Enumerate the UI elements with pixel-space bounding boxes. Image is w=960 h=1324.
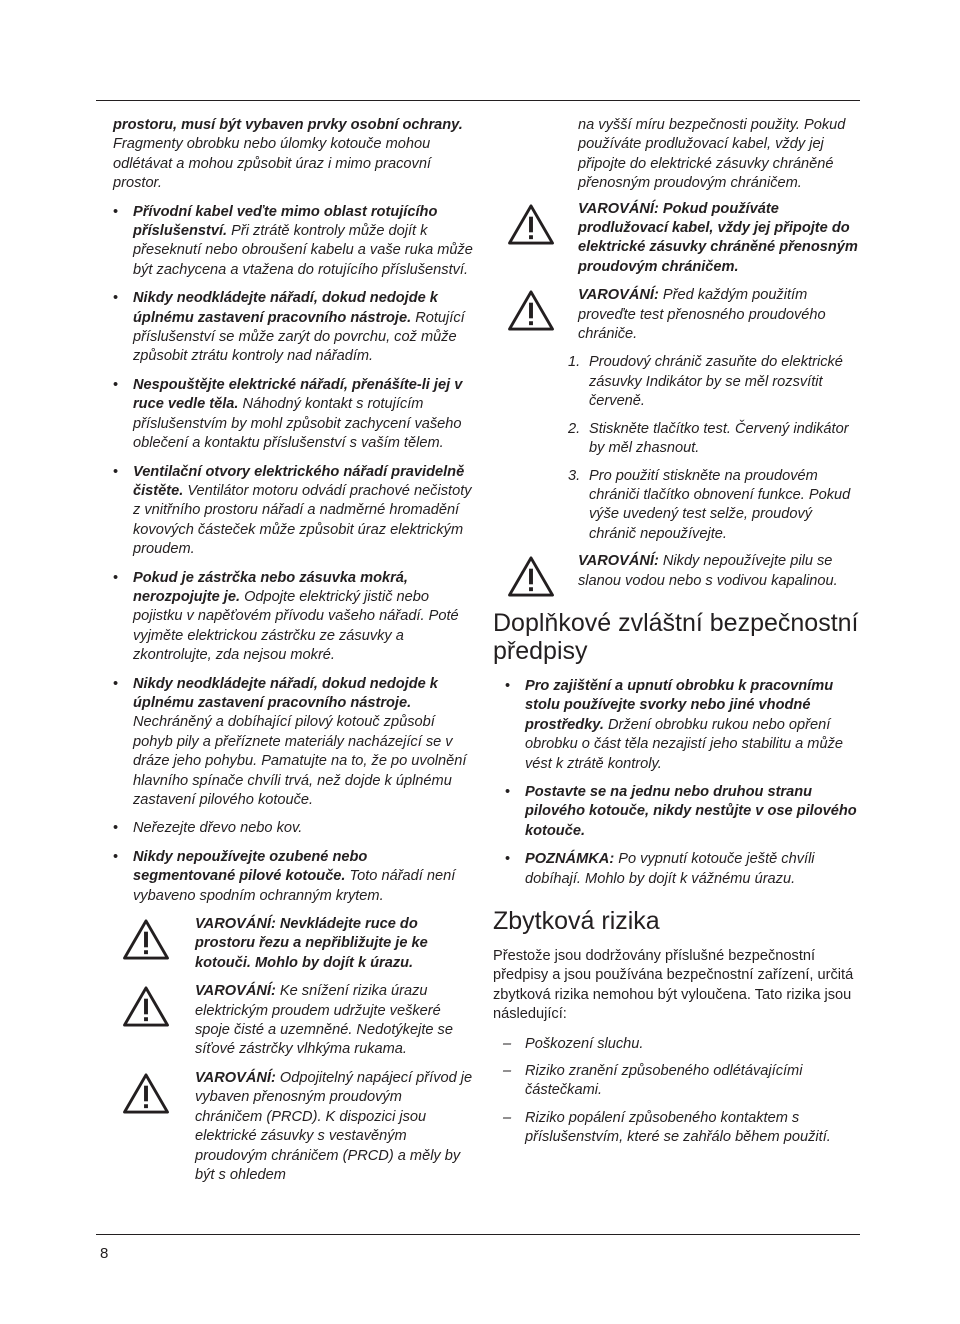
warning-block: VAROVÁNÍ: Ke snížení rizika úrazu elektrickým proudem udržujte veškeré spoje čisté a uzemněné. Nedotýkejte se síťové zástrčky vlhkýma rukama. [108,982,473,1060]
bullet-marker: • [113,203,119,220]
step-item: 2. Stiskněte tlačítko test. Červený indikátor by měl zhasnout. [568,420,849,457]
residual-risks-intro: Přestože jsou dodržovány příslušné bezpečnostní předpisy a jsou používána bezpečnostní zařízení, určitá zbytková rizika nemohou být vyloučena. Tato rizika jsou následující: [493,948,854,1023]
warning-triangle-icon [508,204,554,245]
bullet-item: • Pokud je zástrčka nebo zásuvka mokrá, nerozpojujte je. Odpojte elektrický jistič nebo pojistku v napěťovém přívodu vašeho nářadí. Poté vyjměte elektrickou zástrčku ze zásuvky a zkontrolujte, zda nejsou mokré. [113,569,459,664]
step-item: 1. Proudový chránič zasuňte do elektrické zásuvky Indikátor by se měl rozsvítit červeně. [568,354,843,410]
right-column [493,116,863,1156]
warning-triangle-icon [508,556,554,597]
warning-block: VAROVÁNÍ: Nevkládejte ruce do prostoru řezu a nepřibližujte je ke kotouči. Mohlo by dojít k úrazu. [108,915,473,973]
bullet-item: • Neřezejte dřevo nebo kov. [113,819,473,838]
continuation-paragraph: na vyšší míru bezpečnosti použity. Pokud používáte prodlužovací kabel, vždy jej připojte do elektrické zásuvky chráněné přenosným proudovým chráničem. [578,117,846,192]
warning-triangle-icon [123,919,169,960]
bullet-marker: • [113,848,119,865]
bullet-item: • Nespouštějte elektrické nářadí, přenášíte-li jej v ruce vedle těla. Náhodný kontakt s rotujícím příslušenstvím by mohl způsobit zachycení vašeho oblečení a kontaktu příslušenství s vaším tělem. [113,376,463,452]
bullet-marker: • [505,677,511,694]
bullet-marker: • [113,820,119,837]
left-column [113,116,473,1194]
bullet-item: • Přívodní kabel veďte mimo oblast rotujícího příslušenství. Při ztrátě kontroly může dojít k přeseknutí nebo obroušení kabelu a vaše ruka může být zachycena a vtažena do rotujícího příslušenství. [113,203,473,278]
bullet-item: • POZNÁMKA: Po vypnutí kotouče ještě chvíli dobíhají. Mohlo by dojít k vážnému úrazu. [505,851,815,887]
intro-paragraph: prostoru, musí být vybaven prvky osobní ochrany. Fragmenty obrobku nebo úlomky kotouče mohou odlétávat a mohou způsobit úraz i mimo pracovní prostor. [113,117,463,192]
step-number: 1. [568,354,581,371]
section-heading-residual-risks: Zbytková rizika [493,907,660,935]
risk-item: – Riziko zranění způsobeného odlétávajícími částečkami. [503,1063,803,1099]
warning-block: VAROVÁNÍ: Odpojitelný napájecí přívod je vybaven přenosným proudovým chráničem (PRCD). K dispozici jsou elektrické zásuvky s vestavěným proudovým chráničem (PRCD) a měly by být s ohledem [108,1069,473,1185]
bullet-item: • Pro zajištění a upnutí obrobku k pracovnímu stolu používejte svorky nebo jiné vhodné prostředky. Držení obrobku rukou nebo opření obrobku o část těla nezajistí jeho stabilitu a může vést k ztrátě kontroly. [505,677,843,772]
risk-item: – Riziko popálení způsobeného kontaktem s příslušenstvím, které se zahřálo během použití. [503,1109,831,1146]
bullet-marker: • [113,376,119,393]
warning-block: VAROVÁNÍ: Nikdy nepoužívejte pilu se slanou vodou nebo s vodivou kapalinou. [493,552,863,591]
bullet-item: • Nikdy neodkládejte nářadí, dokud nedojde k úplnému zastavení pracovního nástroje. Nechráněný a dobíhající pilový kotouč způsobí pohyb pily a přeříznete materiály nacházející se v dráze jeho pohybu. Pamatujte na to, že po uvolnění hlavního spínače chvíli trvá, než dojde k úplnému zastavení pilového kotouče. [113,675,467,808]
warning-block: VAROVÁNÍ: Před každým použitím proveďte test přenosného proudového chrániče. [493,286,863,344]
page-number: 8 [100,1245,109,1262]
top-rule [96,100,860,101]
step-number: 3. [568,467,581,484]
bullet-marker: • [113,675,119,692]
dash-marker: – [503,1063,512,1080]
bullet-marker: • [505,783,511,800]
bullet-marker: • [113,463,119,480]
bullet-item: • Nikdy neodkládejte nářadí, dokud nedojde k úplnému zastavení pracovního nástroje. Rotující příslušenství se může zarýt do povrchu, což může způsobit ztrátu kontroly nad nářadím. [113,290,465,365]
warning-triangle-icon [508,290,554,331]
bullet-marker: • [113,290,119,307]
warning-triangle-icon [123,1073,169,1114]
bullet-item: • Ventilační otvory elektrického nářadí pravidelně čistěte. Ventilátor motoru odvádí prachové nečistoty z vnitřního prostoru nářadí a nadměrné hromadění kovových částeček může způsobit úraz elektrickým proudem. [113,463,472,558]
risk-item: – Poškození sluchu. [493,1035,863,1054]
dash-marker: – [503,1035,512,1052]
step-number: 2. [568,420,581,437]
warning-triangle-icon [123,986,169,1027]
bullet-item: • Postavte se na jednu nebo druhou stranu pilového kotouče, nikdy nestůjte v ose pilového kotouče. [505,783,857,839]
step-item: 3. Pro použití stiskněte na proudovém chrániči tlačítko obnovení funkce. Pokud výše uvedený test selže, proudový chránič nepoužívejte. [568,467,851,542]
bullet-marker: • [505,851,511,868]
dash-marker: – [503,1109,512,1126]
bullet-item: • Nikdy nepoužívejte ozubené nebo segmentované pilové kotouče. Toto nářadí není vybaveno spodním ochranným krytem. [113,848,456,904]
bullet-marker: • [113,569,119,586]
section-heading-additional-rules: Doplňkové zvláštní bezpečnostní předpisy [493,608,859,665]
bottom-rule [96,1234,860,1235]
warning-block: VAROVÁNÍ: Pokud používáte prodlužovací kabel, vždy jej připojte do elektrické zásuvky chráněné přenosným proudovým chráničem. [493,200,863,278]
